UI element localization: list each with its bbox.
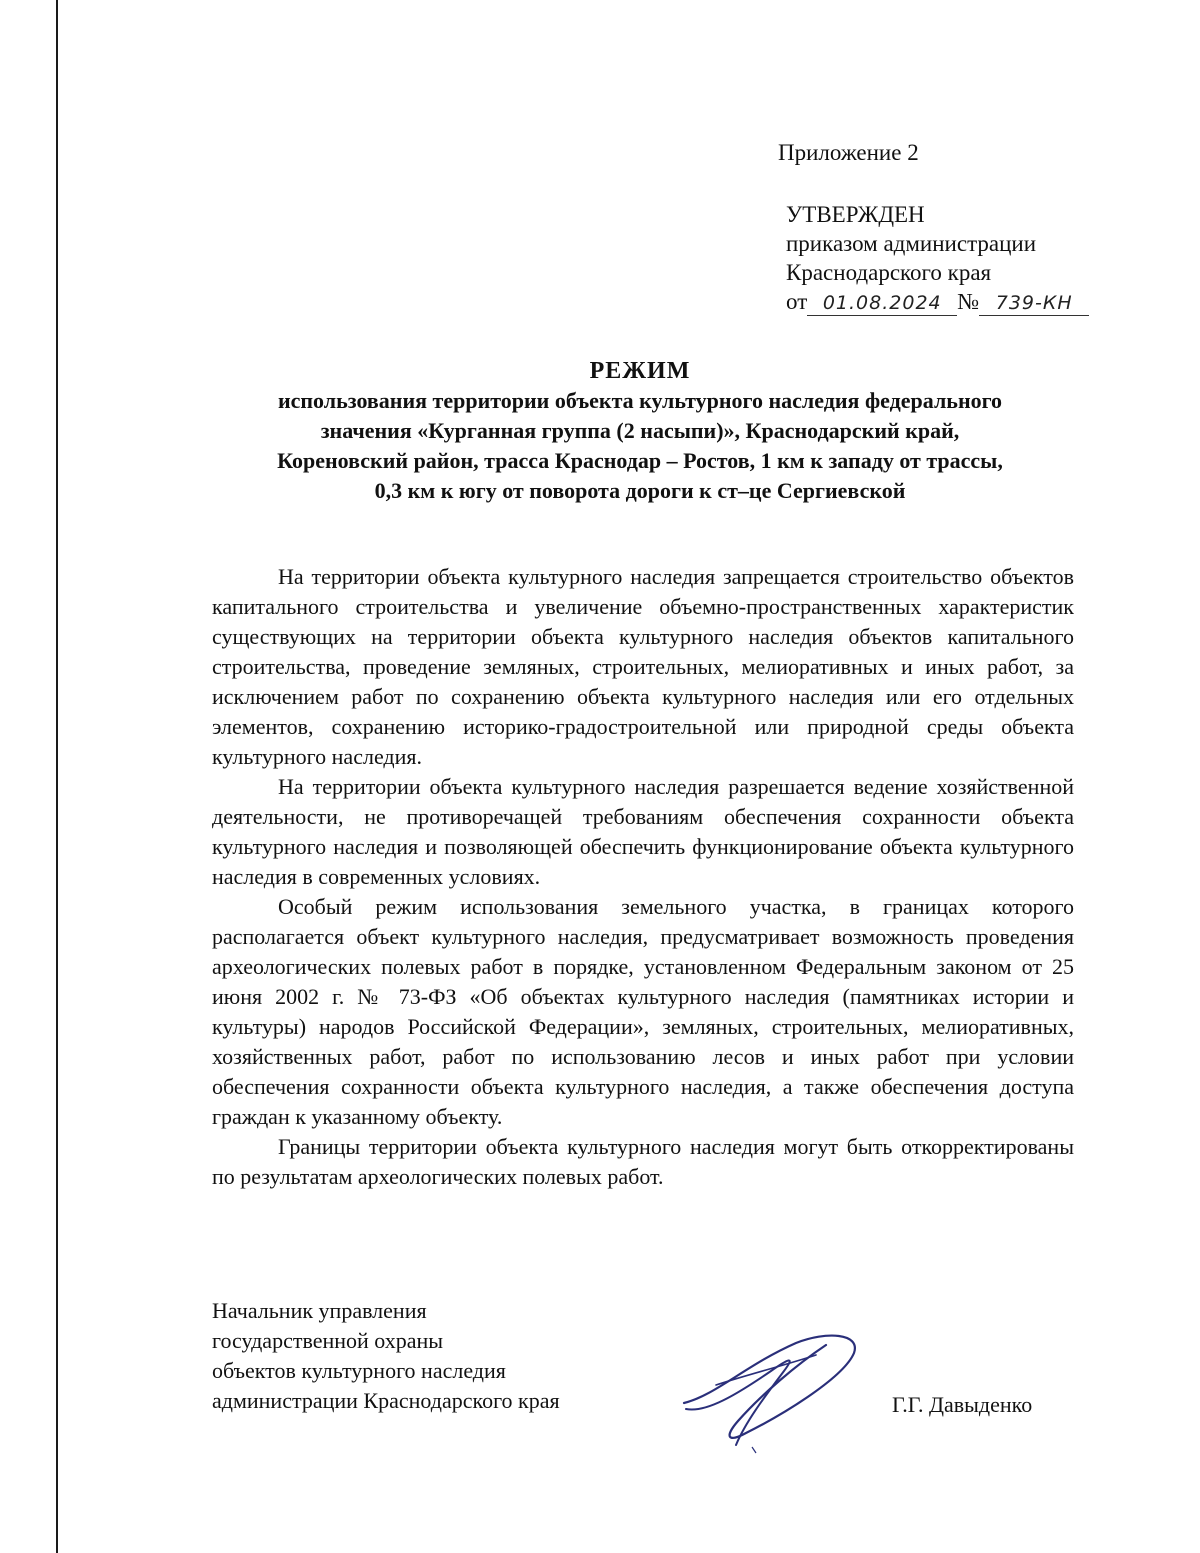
approval-block [786,200,1089,316]
appendix-label: Приложение 2 [778,140,919,165]
title-line-2: значения «Курганная группа (2 насыпи)», Краснодарский край, [320,418,960,443]
paragraph-2: На территории объекта культурного наследия разрешается ведение хозяйственной деятельности, не противоречащей требованиям обеспечения сохранности объекта культурного наследия и позволяющей обеспечить функционирование объекта культурного наследия в современных условиях. [212,774,1074,889]
signer-position [212,1296,560,1416]
handwritten-signature-icon [676,1325,866,1455]
signer-position-line-2: государственной охраны [212,1328,444,1353]
order-date: 01.08.2024 [807,291,957,316]
order-prefix: от [786,289,808,314]
title-line-1: использования территории объекта культурного наследия федерального [277,388,1003,413]
paragraph-1: На территории объекта культурного наследия запрещается строительство объектов капитального строительства и увеличение объемно-пространственных характеристик существующих на территории объекта культурного наследия объектов капитального строительства, проведение земляных, строительных, мелиоративных и иных работ, за исключением работ по сохранению объекта культурного наследия или его отдельных элементов, сохранению историко-градостроительной или природной среды объекта культурного наследия. [212,564,1074,769]
title-line-4: 0,3 км к югу от поворота дороги к ст–це Сергиевской [374,478,906,503]
document-title [200,356,1080,506]
signer-position-line-4: администрации Краснодарского края [212,1388,560,1413]
order-number-sign: № [957,289,980,314]
document-body [212,562,1074,1192]
title-line-3: Кореновский район, трасса Краснодар – Ростов, 1 км к западу от трассы, [277,448,1003,473]
order-line [786,287,1089,316]
paragraph-4: Границы территории объекта культурного наследия могут быть откорректированы по результатам археологических полевых работ. [212,1134,1074,1189]
signer-position-line-1: Начальник управления [212,1298,427,1323]
order-number: 739-КН [979,291,1089,316]
title-main: РЕЖИМ [589,358,691,384]
signer-position-line-3: объектов культурного наследия [212,1358,506,1383]
signer-name: Г.Г. Давыденко [892,1392,1033,1417]
paragraph-3: Особый режим использования земельного участка, в границах которого располагается объект культурного наследия, предусматривает возможность проведения археологических полевых работ в порядке, установленном Федеральным законом от 25 июня 2002 г. № 73-ФЗ «Об объектах культурного наследия (памятниках истории и культуры) народов Российской Федерации», земляных, строительных, мелиоративных, хозяйственных работ, работ по использованию лесов и иных работ при условии обеспечения сохранности объекта культурного наследия, а также обеспечения доступа граждан к указанному объекту. [212,894,1074,1129]
page-left-border [56,0,58,1553]
approved-label: УТВЕРЖДЕН [786,202,925,227]
approved-by-line-1: приказом администрации [786,231,1037,256]
approved-by-line-2: Краснодарского края [786,260,992,285]
